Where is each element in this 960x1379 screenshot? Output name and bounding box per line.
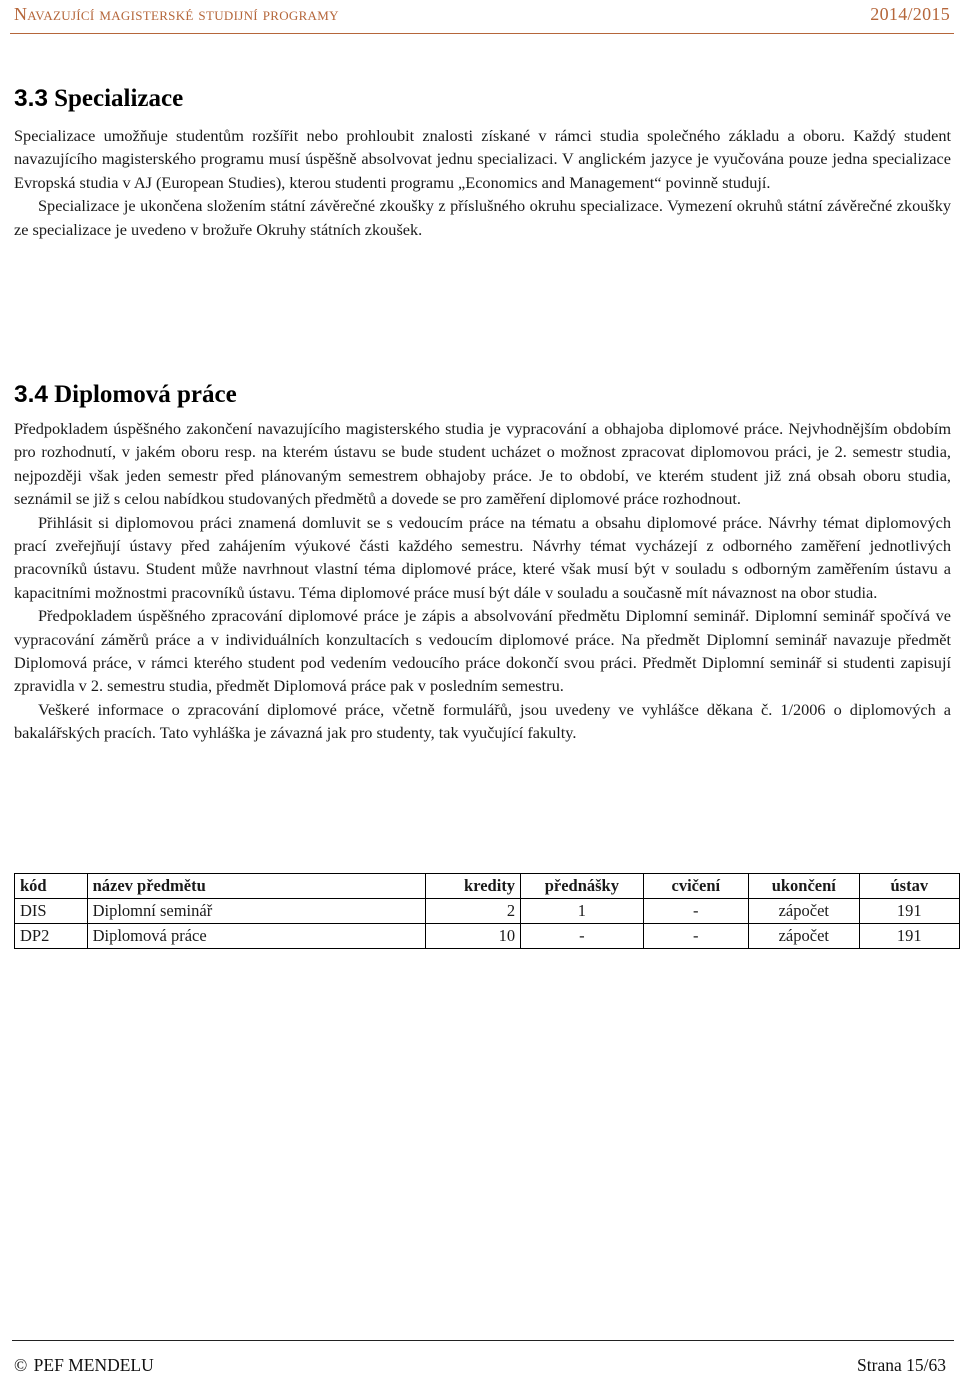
- footer-rule: [12, 1340, 954, 1341]
- table-cell: Diplomní seminář: [87, 899, 426, 924]
- paragraph: Specializace umožňuje studentům rozšířit nebo prohloubit znalosti získané v rámci studia společného základu a oboru. Každý student navazujícího magisterského programu musí úspěšně absolvovat jednu specializaci. V anglickém jazyce je vyučována pouze jedna specializace Evropská studia v AJ (European Studies), kterou studenti programu „Economics and Management“ povinně studují.: [14, 126, 951, 192]
- table-cell: 1: [521, 899, 644, 924]
- table-header-row: [15, 874, 960, 899]
- courses-table: [14, 873, 960, 949]
- paragraph: Veškeré informace o zpracování diplomové práce, včetně formulářů, jsou uvedeny ve vyhlášce děkana č. 1/2006 o diplomových a bakalářských pracích. Tato vyhláška je závazná jak pro studenty, tak vyučující fakulty.: [14, 699, 951, 743]
- table-cell: DP2: [15, 924, 88, 949]
- section-title: Diplomová práce: [54, 381, 237, 408]
- header-rule: [10, 33, 954, 34]
- table-row: [15, 924, 960, 949]
- column-header: ukončení: [749, 874, 860, 899]
- header-year: 2014/2015: [870, 3, 950, 24]
- table-cell: 10: [426, 924, 521, 949]
- table-cell: -: [643, 899, 748, 924]
- column-header: cvičení: [643, 874, 748, 899]
- footer-publisher: [14, 1355, 154, 1376]
- column-header: název předmětu: [87, 874, 426, 899]
- table-row: [15, 899, 960, 924]
- table-cell: -: [643, 924, 748, 949]
- section-title: Specializace: [54, 85, 184, 112]
- table-cell: 191: [859, 924, 959, 949]
- paragraph: Předpokladem úspěšného zakončení navazujícího magisterského studia je vypracování a obhajoba diplomové práce. Nejvhodnějším obdobím pro rozhodnutí, v jakém oboru resp. na kterém ústavu se bude student ucházet o možnost zpracovat diplomovou práci, je 2. semestr studia, nejpozději však jeden semestr před plánovaným semestrem obhajoby práce. Je to období, ve kterém student již zná obsah oboru studia, seznámil se již s celou nabídkou studovaných předmětů a dovede se pro zaměření diplomové práce rozhodnout.: [14, 419, 951, 509]
- section-heading: [14, 378, 951, 412]
- paragraph: Předpokladem úspěšného zpracování diplomové práce je zápis a absolvování předmětu Diplomní seminář. Diplomní seminář spočívá ve vypracování záměrů práce a v individuálních konzultacích s vedoucím diplomové práce. Na předmět Diplomní seminář navazuje předmět Diplomová práce, v rámci kterého student pod vedením vedoucího práce dokončí svou práci. Předmět Diplomní seminář si studenti zapisují zpravidla v 2. semestru studia, předmět Diplomová práce pak v posledním semestru.: [14, 606, 951, 696]
- running-header: [14, 0, 950, 28]
- section-diplomova-prace: [14, 378, 951, 745]
- section-number: 3.4: [14, 381, 49, 408]
- copyright-icon: ©: [14, 1354, 28, 1375]
- table-cell: -: [521, 924, 644, 949]
- table-cell: Diplomová práce: [87, 924, 426, 949]
- column-header: přednášky: [521, 874, 644, 899]
- page-footer: [14, 1354, 946, 1376]
- paragraph: Specializace je ukončena složením státní závěrečné zkoušky z příslušného okruhu specializace. Vymezení okruhů státní závěrečné zkoušky ze specializace je uvedeno v brožuře Okruhy státních zkoušek.: [14, 196, 951, 239]
- column-header: ústav: [859, 874, 959, 899]
- column-header: kód: [15, 874, 88, 899]
- header-title: Navazující magisterské studijní programy: [14, 3, 339, 24]
- paragraph: Přihlásit si diplomovou práci znamená domluvit se s vedoucím práce na tématu a obsahu diplomové práce. Návrhy témat diplomových prací zveřejňují ústavy před zahájením výukové části každého semestru. Návrhy témat vycházejí z odborného zaměření jednotlivých pracovníků ústavu. Student může navrhnout vlastní téma diplomové práce, které však musí být v souladu s odborným zaměřením ústavu a kapacitními možnostmi pracovníků ústavu. Téma diplomové práce musí být dále v souladu a současně mít návaznost na obor studia.: [14, 512, 951, 602]
- table-cell: zápočet: [749, 924, 860, 949]
- section-specializace: [14, 82, 951, 241]
- page-content: [14, 82, 951, 743]
- footer-publisher-name: PEF MENDELU: [33, 1354, 154, 1375]
- table-cell: 191: [859, 899, 959, 924]
- table-cell: 2: [426, 899, 521, 924]
- page-number: Strana 15/63: [857, 1354, 946, 1375]
- section-heading: [14, 82, 951, 116]
- table-cell: zápočet: [749, 899, 860, 924]
- column-header: kredity: [426, 874, 521, 899]
- table-cell: DIS: [15, 899, 88, 924]
- section-number: 3.3: [14, 85, 49, 112]
